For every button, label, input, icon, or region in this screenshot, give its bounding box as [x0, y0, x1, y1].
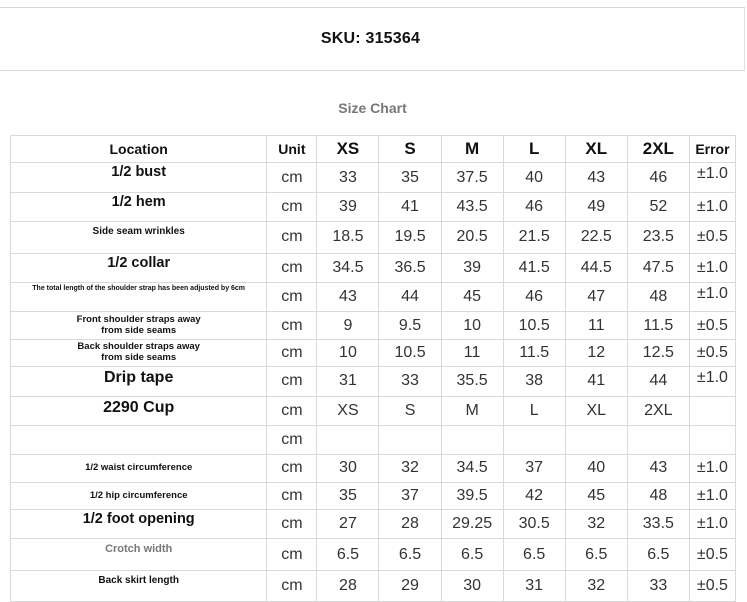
table-row — [11, 570, 736, 601]
measurement-cell: 30.5 — [503, 510, 565, 539]
measurement-cell: 37 — [503, 455, 565, 482]
location-label: Side seam wrinkles — [92, 226, 185, 238]
measurement-cell — [503, 425, 565, 454]
table-row — [11, 253, 736, 282]
location-label: Back shoulder straps away from side seams — [77, 341, 200, 363]
measurement-cell: 32 — [379, 455, 441, 482]
measurement-cell: 39 — [317, 192, 379, 221]
measurement-cell: 12 — [565, 339, 627, 366]
error-cell: ±1.0 — [689, 163, 735, 192]
measurement-cell: 48 — [627, 282, 689, 311]
measurement-cell: 36.5 — [379, 253, 441, 282]
measurement-cell — [317, 425, 379, 454]
measurement-cell: 21.5 — [503, 222, 565, 253]
measurement-cell: 10.5 — [379, 339, 441, 366]
unit-cell: cm — [267, 222, 317, 253]
measurement-cell: 38 — [503, 367, 565, 396]
measurement-cell: 49 — [565, 192, 627, 221]
measurement-cell: 29.25 — [441, 510, 503, 539]
location-cell — [11, 192, 267, 221]
measurement-cell: 33 — [317, 163, 379, 192]
measurement-cell: 46 — [627, 163, 689, 192]
measurement-cell: 43 — [317, 282, 379, 311]
measurement-cell: 47 — [565, 282, 627, 311]
measurement-cell: 9.5 — [379, 312, 441, 339]
unit-cell: cm — [267, 367, 317, 396]
measurement-cell: 40 — [503, 163, 565, 192]
header-location: Location — [11, 136, 267, 163]
measurement-cell: 33 — [379, 367, 441, 396]
location-label: Front shoulder straps away from side seams — [76, 314, 201, 336]
location-cell — [11, 482, 267, 509]
measurement-cell: 6.5 — [627, 539, 689, 570]
table-row — [11, 510, 736, 539]
table-row — [11, 163, 736, 192]
location-cell — [11, 163, 267, 192]
header-size-s: S — [379, 136, 441, 163]
location-cell — [11, 339, 267, 366]
measurement-cell: 6.5 — [317, 539, 379, 570]
location-label: Back skirt length — [98, 574, 179, 586]
location-label: 1/2 bust — [111, 164, 167, 181]
error-cell — [689, 425, 735, 454]
measurement-cell: 11 — [565, 312, 627, 339]
unit-cell: cm — [267, 396, 317, 425]
measurement-cell: 45 — [441, 282, 503, 311]
measurement-cell: 42 — [503, 482, 565, 509]
measurement-cell: XS — [317, 396, 379, 425]
measurement-cell: 10.5 — [503, 312, 565, 339]
header-error: Error — [689, 136, 735, 163]
table-row — [11, 539, 736, 570]
table-row — [11, 425, 736, 454]
unit-cell: cm — [267, 510, 317, 539]
unit-cell: cm — [267, 425, 317, 454]
measurement-cell: 23.5 — [627, 222, 689, 253]
location-cell — [11, 312, 267, 339]
measurement-cell: 20.5 — [441, 222, 503, 253]
error-cell: ±1.0 — [689, 192, 735, 221]
table-row — [11, 222, 736, 253]
table-row — [11, 339, 736, 366]
measurement-cell: 6.5 — [503, 539, 565, 570]
measurement-cell: 10 — [317, 339, 379, 366]
measurement-cell — [441, 425, 503, 454]
header-unit: Unit — [267, 136, 317, 163]
measurement-cell: 41 — [379, 192, 441, 221]
measurement-cell: 19.5 — [379, 222, 441, 253]
unit-cell: cm — [267, 482, 317, 509]
measurement-cell: 31 — [317, 367, 379, 396]
measurement-cell: 29 — [379, 570, 441, 601]
measurement-cell: 11.5 — [503, 339, 565, 366]
table-row — [11, 396, 736, 425]
measurement-cell: 52 — [627, 192, 689, 221]
measurement-cell: 30 — [441, 570, 503, 601]
error-cell — [689, 396, 735, 425]
measurement-cell: 40 — [565, 455, 627, 482]
location-label: 1/2 waist circumference — [85, 462, 193, 474]
location-cell — [11, 425, 267, 454]
measurement-cell: 28 — [317, 570, 379, 601]
measurement-cell: 32 — [565, 570, 627, 601]
measurement-cell: 10 — [441, 312, 503, 339]
header-size-2xl: 2XL — [627, 136, 689, 163]
sku-label: SKU: 315364 — [320, 30, 421, 47]
measurement-cell: XL — [565, 396, 627, 425]
location-cell — [11, 539, 267, 570]
table-header-row — [11, 136, 736, 163]
measurement-cell: 27 — [317, 510, 379, 539]
header-size-xs: XS — [317, 136, 379, 163]
error-cell: ±1.0 — [689, 455, 735, 482]
location-cell — [11, 253, 267, 282]
location-label: Crotch width — [105, 543, 173, 556]
table-body — [11, 163, 736, 602]
unit-cell: cm — [267, 253, 317, 282]
error-cell: ±1.0 — [689, 282, 735, 311]
measurement-cell: 6.5 — [441, 539, 503, 570]
location-cell — [11, 510, 267, 539]
location-cell — [11, 455, 267, 482]
location-cell — [11, 367, 267, 396]
measurement-cell: 2XL — [627, 396, 689, 425]
measurement-cell: 35 — [379, 163, 441, 192]
location-label: 2290 Cup — [103, 398, 175, 416]
measurement-cell: 39.5 — [441, 482, 503, 509]
measurement-cell: 34.5 — [441, 455, 503, 482]
location-label: 1/2 hem — [111, 193, 166, 210]
error-cell: ±1.0 — [689, 510, 735, 539]
unit-cell: cm — [267, 539, 317, 570]
unit-cell: cm — [267, 570, 317, 601]
location-label: 1/2 hip circumference — [89, 489, 188, 501]
location-label: 1/2 collar — [107, 254, 171, 271]
measurement-cell: 31 — [503, 570, 565, 601]
table-row — [11, 192, 736, 221]
measurement-cell: 28 — [379, 510, 441, 539]
measurement-cell: 44 — [627, 367, 689, 396]
header-size-xl: XL — [565, 136, 627, 163]
unit-cell: cm — [267, 339, 317, 366]
table-row — [11, 282, 736, 311]
measurement-cell: 43.5 — [441, 192, 503, 221]
error-cell: ±0.5 — [689, 222, 735, 253]
location-label: 1/2 foot opening — [82, 511, 195, 528]
measurement-cell: 37 — [379, 482, 441, 509]
measurement-cell: 41 — [565, 367, 627, 396]
table-row — [11, 312, 736, 339]
location-cell — [11, 222, 267, 253]
measurement-cell: 37.5 — [441, 163, 503, 192]
table-row — [11, 455, 736, 482]
header-size-m: M — [441, 136, 503, 163]
measurement-cell: 32 — [565, 510, 627, 539]
measurement-cell: 18.5 — [317, 222, 379, 253]
error-cell: ±0.5 — [689, 570, 735, 601]
measurement-cell: L — [503, 396, 565, 425]
location-cell — [11, 570, 267, 601]
error-cell: ±1.0 — [689, 253, 735, 282]
measurement-cell: 9 — [317, 312, 379, 339]
unit-cell: cm — [267, 282, 317, 311]
measurement-cell: 11 — [441, 339, 503, 366]
measurement-cell: 35 — [317, 482, 379, 509]
measurement-cell — [379, 425, 441, 454]
header-size-l: L — [503, 136, 565, 163]
location-label: Drip tape — [104, 369, 174, 387]
error-cell: ±1.0 — [689, 367, 735, 396]
measurement-cell: 34.5 — [317, 253, 379, 282]
measurement-cell: 33 — [627, 570, 689, 601]
table-row — [11, 367, 736, 396]
location-label: The total length of the shoulder strap has been adjusted by 6cm — [32, 284, 246, 292]
sku-header — [0, 7, 745, 71]
unit-cell: cm — [267, 312, 317, 339]
measurement-cell: 39 — [441, 253, 503, 282]
measurement-cell: 48 — [627, 482, 689, 509]
error-cell: ±0.5 — [689, 339, 735, 366]
measurement-cell — [565, 425, 627, 454]
measurement-cell: 35.5 — [441, 367, 503, 396]
measurement-cell: 43 — [565, 163, 627, 192]
unit-cell: cm — [267, 163, 317, 192]
measurement-cell: 44.5 — [565, 253, 627, 282]
measurement-cell: 43 — [627, 455, 689, 482]
measurement-cell — [627, 425, 689, 454]
measurement-cell: S — [379, 396, 441, 425]
measurement-cell: 45 — [565, 482, 627, 509]
measurement-cell: 6.5 — [565, 539, 627, 570]
measurement-cell: 47.5 — [627, 253, 689, 282]
size-chart-table — [10, 135, 736, 602]
measurement-cell: M — [441, 396, 503, 425]
location-cell — [11, 282, 267, 311]
measurement-cell: 11.5 — [627, 312, 689, 339]
measurement-cell: 22.5 — [565, 222, 627, 253]
measurement-cell: 46 — [503, 192, 565, 221]
measurement-cell: 46 — [503, 282, 565, 311]
unit-cell: cm — [267, 192, 317, 221]
measurement-cell: 12.5 — [627, 339, 689, 366]
measurement-cell: 6.5 — [379, 539, 441, 570]
unit-cell: cm — [267, 455, 317, 482]
error-cell: ±0.5 — [689, 312, 735, 339]
measurement-cell: 30 — [317, 455, 379, 482]
measurement-cell: 44 — [379, 282, 441, 311]
measurement-cell: 33.5 — [627, 510, 689, 539]
table-row — [11, 482, 736, 509]
measurement-cell: 41.5 — [503, 253, 565, 282]
error-cell: ±1.0 — [689, 482, 735, 509]
location-cell — [11, 396, 267, 425]
size-chart-title: Size Chart — [338, 100, 407, 116]
error-cell: ±0.5 — [689, 539, 735, 570]
